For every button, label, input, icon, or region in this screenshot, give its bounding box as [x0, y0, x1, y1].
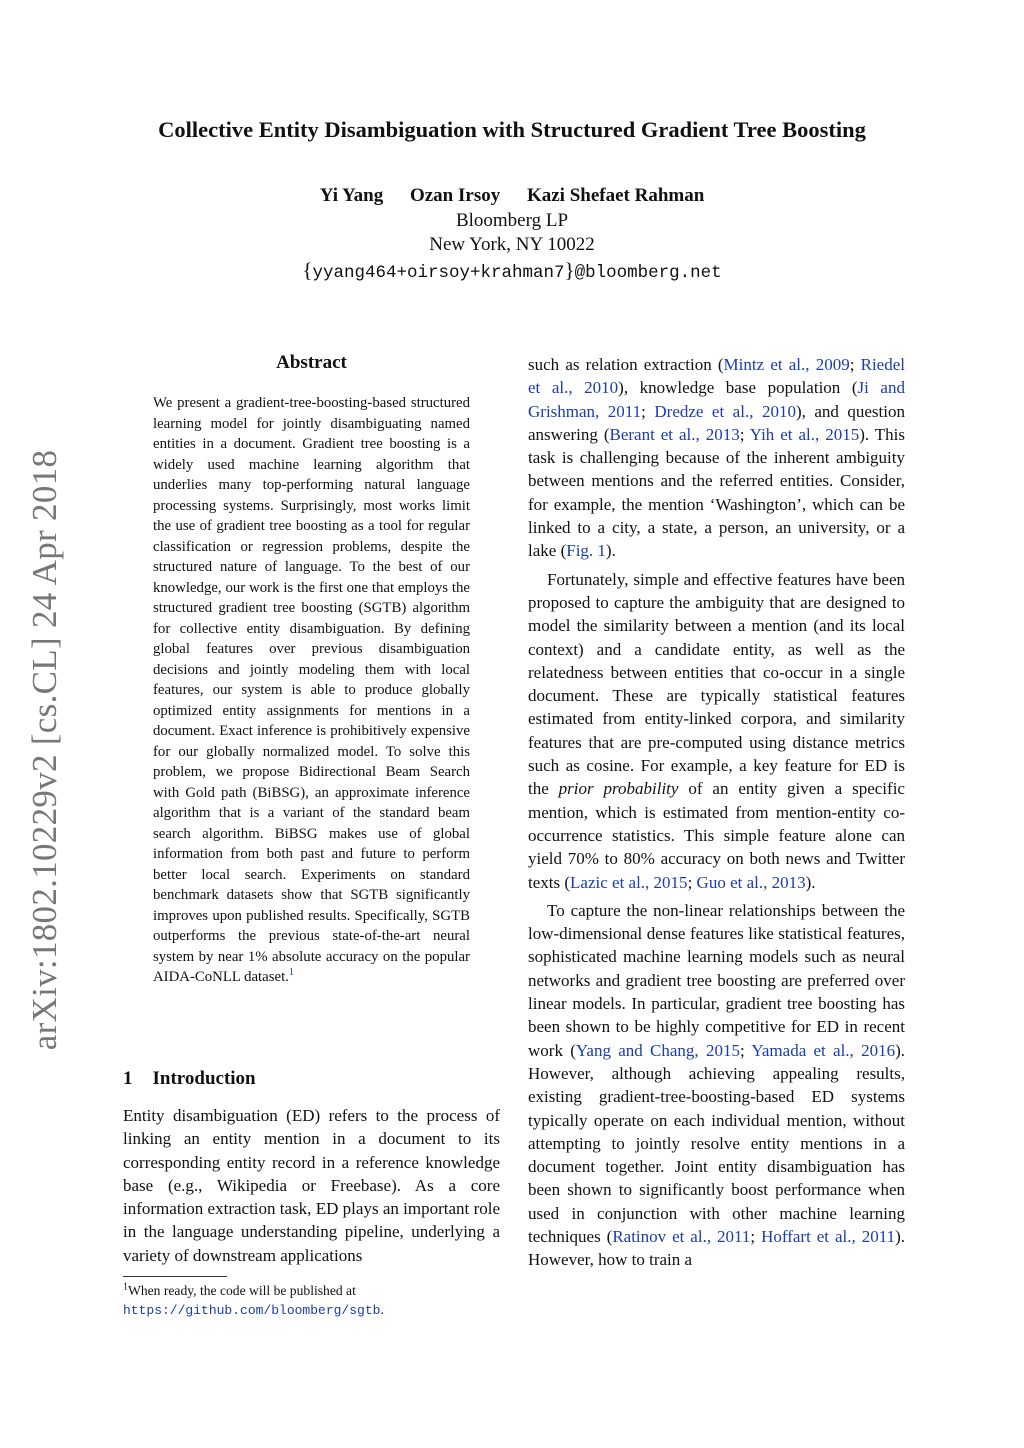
- text-span: ), and question answering (: [528, 401, 905, 444]
- citation-link[interactable]: Mintz et al., 2009: [723, 355, 850, 374]
- text-span: ;: [687, 872, 697, 892]
- text-span: ;: [641, 401, 655, 421]
- citation-link[interactable]: Dredze et al., 2010: [654, 401, 796, 421]
- citation-link[interactable]: Hoffart et al., 2011: [761, 1226, 896, 1246]
- figure-link[interactable]: Fig. 1: [566, 541, 606, 561]
- text-span: ;: [750, 1226, 762, 1246]
- footnote-url-link[interactable]: https://github.com/bloomberg/sgtb: [123, 1303, 381, 1318]
- text-span: Fortunately, simple and effective features have been proposed to capture the ambiguity that are designed to model the similarity between a mention (and its local context) and a candidate entity, as well as the relatedness between entities that co-occur in a single document. These are typically statistical features estimated from entity-linked corpora, and similarity features that are pre-computed using distance metrics such as cosine. For example, a key feature for ED is the: [528, 569, 905, 799]
- text-span: ), knowledge base population (: [618, 378, 858, 398]
- footnote: [123, 1281, 500, 1320]
- intro-paragraph: Entity disambiguation (ED) refers to the process of linking an entity mention in a document to its corresponding entity record in a reference knowledge base (e.g., Wikipedia or Freebase). As a core information extraction task, ED plays an important role in the language understanding pipeline, underlying a variety of downstream applications: [123, 1106, 500, 1265]
- text-span: ;: [849, 355, 861, 374]
- right-column: [528, 353, 905, 1272]
- text-span: ). This task is challenging because of the inherent ambiguity between mentions and the referred entities. Consider, for example, the mention ‘Washington’, which can be linked to a city, a state, a person, an university, or a lake (: [528, 424, 905, 561]
- location: New York, NY 10022: [429, 234, 595, 255]
- author-name: Ozan Irsoy: [409, 185, 501, 206]
- citation-link[interactable]: Riedel et al., 2010: [528, 355, 905, 398]
- author-emails: [0, 258, 1024, 283]
- abstract-heading: Abstract: [276, 352, 347, 373]
- paragraph-features: [528, 568, 905, 894]
- section-number: 1: [123, 1068, 133, 1089]
- citation-link[interactable]: Ratinov et al., 2011: [612, 1226, 751, 1246]
- footnote-reference[interactable]: 1: [288, 967, 294, 979]
- section-title: Introduction: [152, 1068, 256, 1089]
- citation-link[interactable]: Yih et al., 2015: [749, 424, 860, 444]
- text-span: ;: [739, 1040, 752, 1060]
- email-names: yyang464+oirsoy+krahman7: [312, 263, 565, 283]
- paragraph-applications: [528, 353, 905, 563]
- author-list: [0, 185, 1024, 207]
- citation-link[interactable]: Berant et al., 2013: [609, 424, 740, 444]
- email-domain: @bloomberg.net: [574, 263, 722, 283]
- text-span: ). However, how to train a: [528, 1226, 905, 1270]
- section-heading: [123, 1068, 256, 1090]
- text-span: ;: [739, 424, 750, 444]
- text-span: To capture the non-linear relationships between the low-dimensional dense features like statistical features, sophisticated machine learning models such as neural networks and gradient tree boosting are preferred over linear models. In particular, gradient tree boosting has been shown to be highly competitive for ED in recent work (: [528, 900, 905, 1060]
- text-span: of an entity given a specific mention, which is estimated from mention-entity co-occurrence statistics. This simple feature alone can yield 70% to 80% accuracy on both news and Twitter texts (: [528, 779, 905, 892]
- paragraph-nonlinear: [528, 899, 905, 1272]
- paper-title: Collective Entity Disambiguation with Structured Gradient Tree Boosting: [158, 117, 866, 142]
- footnote-end: .: [380, 1302, 384, 1317]
- footnote-text: When ready, the code will be published at: [128, 1283, 356, 1298]
- affiliation: Bloomberg LP: [455, 210, 569, 231]
- text-span: ).: [805, 872, 816, 892]
- arxiv-identifier: arXiv:1802.10229v2 [cs.CL] 24 Apr 2018: [25, 449, 64, 1051]
- email-brace-close: }: [564, 258, 575, 282]
- citation-link[interactable]: Yamada et al., 2016: [751, 1040, 896, 1060]
- footnote-mark: 1: [123, 1281, 128, 1293]
- text-span: such as relation extraction (: [528, 355, 724, 374]
- citation-link[interactable]: Yang and Chang, 2015: [575, 1040, 740, 1060]
- abstract-body: [153, 393, 470, 988]
- email-brace-open: {: [302, 258, 313, 282]
- citation-link[interactable]: Ji and Grishman, 2011: [528, 378, 905, 421]
- text-span: ).: [605, 541, 616, 561]
- citation-link[interactable]: Guo et al., 2013: [696, 872, 806, 892]
- text-span: ). However, although achieving appealing results, existing gradient-tree-boosting-based ED systems typically operate on each individual mention, without attempting to jointly resolve entity mentions in a document together. Joint entity disambiguation has been shown to significantly boost performance when used in conjunction with other machine learning techniques (: [528, 1040, 905, 1246]
- citation-link[interactable]: Lazic et al., 2015: [570, 872, 688, 892]
- abstract-text: We present a gradient-tree-boosting-based structured learning model for jointly disambiguating named entities in a document. Gradient tree boosting is a widely used machine learning algorithm that underlies many top-performing natural language processing systems. Surprisingly, most works limit the use of gradient tree boosting as a tool for regular classification or regression problems, despite the structured nature of language. To the best of our knowledge, our work is the first one that employs the structured gradient tree boosting (SGTB) algorithm for collective entity disambiguation. By defining global features over previous disambiguation decisions and jointly modeling them with local features, our system is able to produce globally optimized entity assignments for mentions in a document. Exact inference is prohibitively expensive for our globally normalized model. To solve this problem, we propose Bidirectional Beam Search with Gold path (BiBSG), an approximate inference algorithm that is a variant of the standard beam search algorithm. BiBSG makes use of global information from both past and future to perform better local search. Experiments on standard benchmark datasets show that SGTB significantly improves upon published results. Specifically, SGTB outperforms the previous state-of-the-art neural system by near 1% absolute accuracy on the popular AIDA-CoNLL dataset.: [153, 395, 470, 985]
- author-name: Yi Yang: [319, 185, 384, 206]
- footnote-divider: [123, 1276, 227, 1277]
- emphasis-term: prior probability: [558, 779, 679, 799]
- author-name: Kazi Shefaet Rahman: [526, 185, 705, 206]
